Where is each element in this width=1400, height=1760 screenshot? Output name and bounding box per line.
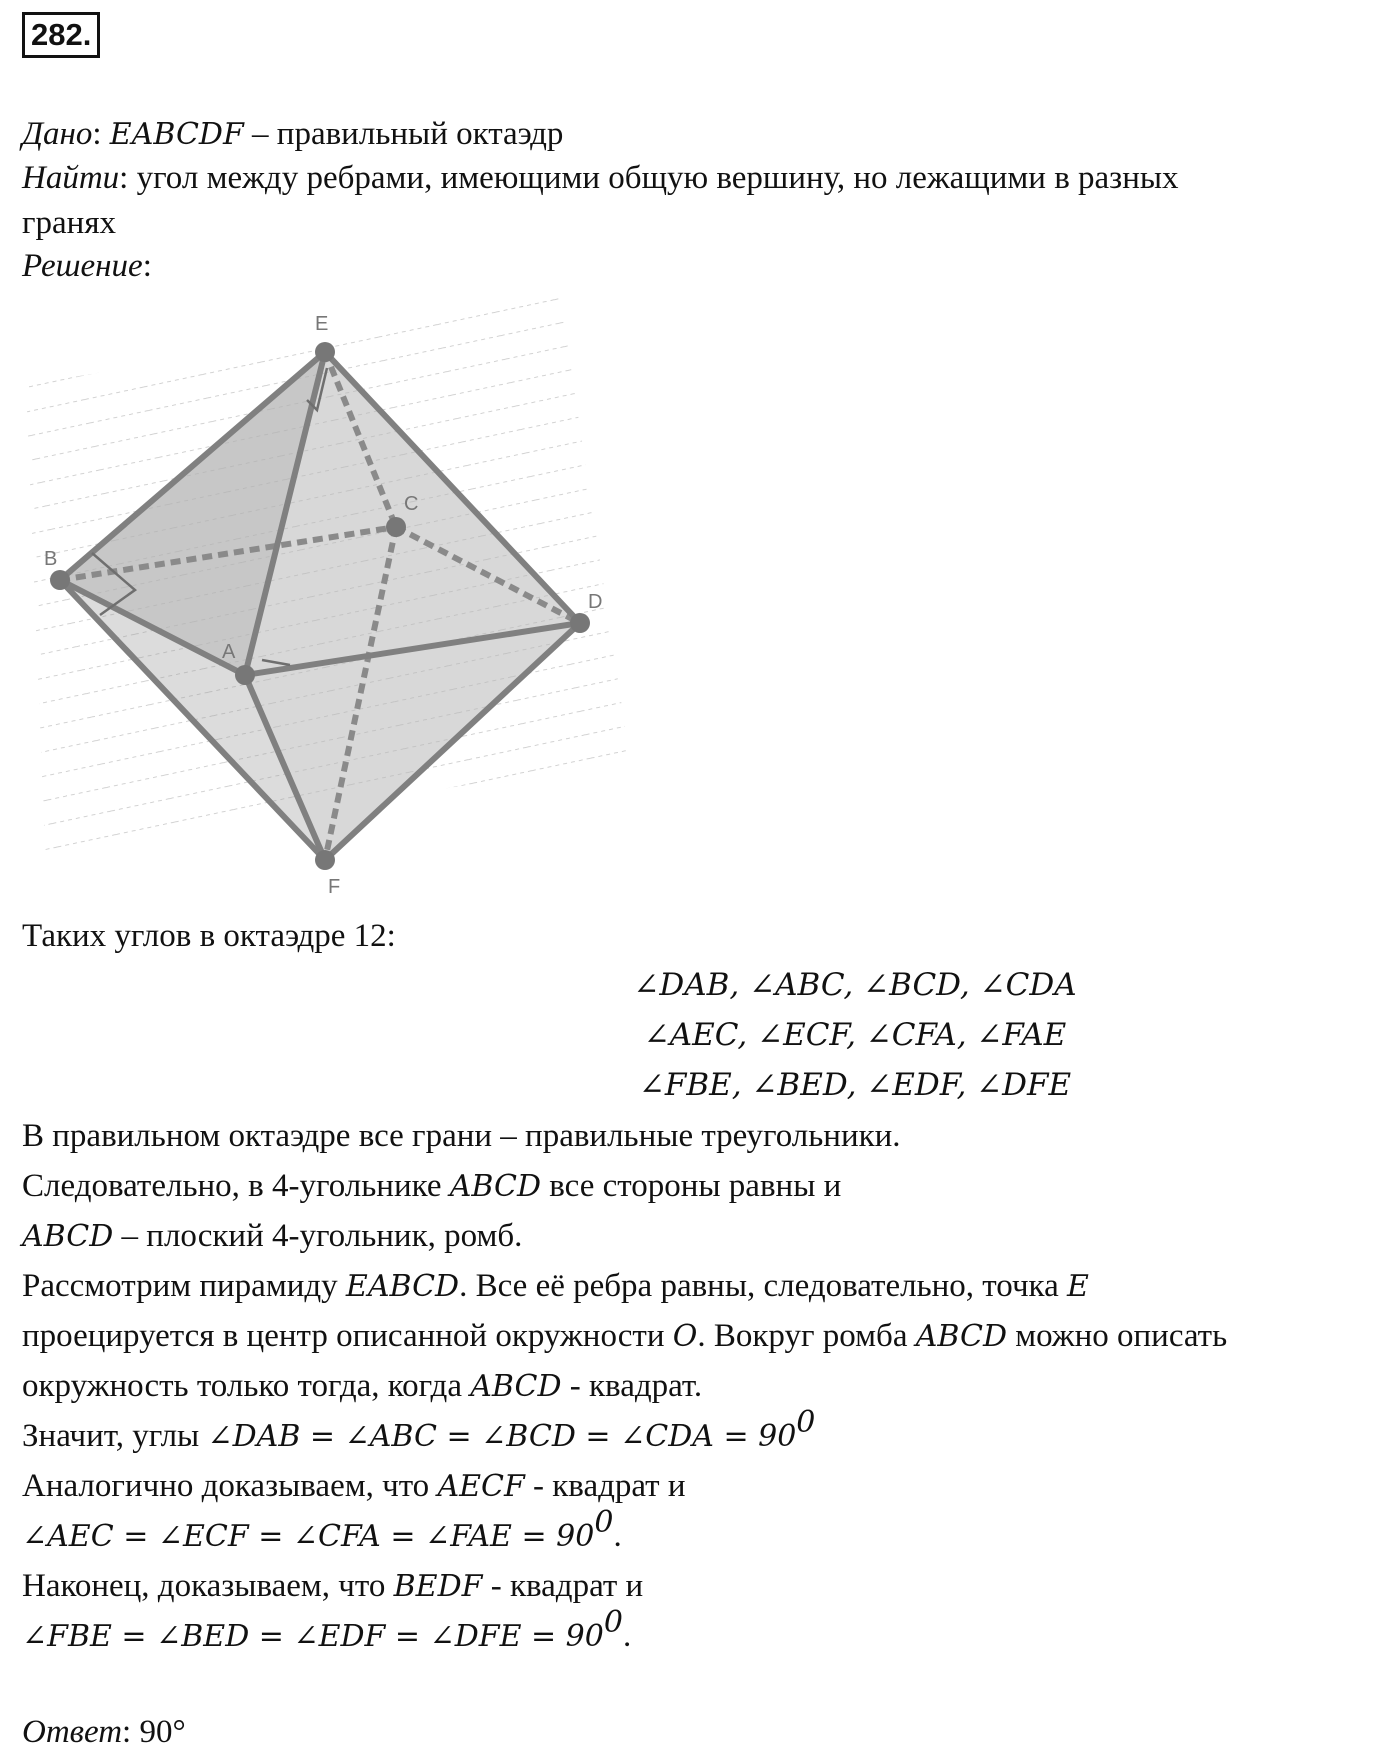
answer-label: Ответ: [22, 1714, 123, 1750]
body-line-8b: - квадрат и: [524, 1468, 686, 1504]
label-F: F: [328, 876, 341, 898]
label-A: A: [222, 641, 236, 663]
body-line-10: [22, 1566, 643, 1607]
body-line-4m1: EABCD: [345, 1269, 460, 1304]
given-colon: :: [92, 116, 110, 152]
body-line-11end: .: [622, 1618, 632, 1654]
vertex-E: [315, 342, 335, 362]
body-line-6a: окружность только тогда, когда: [22, 1368, 471, 1404]
body-line-5b: . Вокруг ромба: [697, 1318, 916, 1354]
body-line-8m: AECF: [437, 1469, 525, 1504]
body-line-9: [22, 1505, 622, 1557]
octahedron-figure: [0, 0, 640, 900]
label-B: B: [44, 548, 58, 570]
body-line-3m: ABCD: [22, 1219, 114, 1254]
body-line-7m: ∠DAB = ∠ABC = ∠BCD = ∠CDA = 90: [207, 1419, 797, 1454]
angle-line-1: [0, 965, 1400, 1005]
vertex-F: [315, 850, 335, 870]
angle-line-3: [0, 1065, 1400, 1105]
body-line-6m: ABCD: [470, 1369, 562, 1404]
label-D: D: [588, 591, 603, 613]
given-object: EABCDF: [109, 117, 244, 152]
find-colon: :: [119, 160, 137, 196]
body-line-7sup: 0: [796, 1405, 816, 1440]
solution-label: Решение: [22, 248, 143, 284]
find-label: Найти: [22, 160, 120, 196]
vertex-D: [570, 613, 590, 633]
body-line-2m: ABCD: [449, 1169, 541, 1204]
vertex-C: [386, 517, 406, 537]
body-line-11sup: 0: [603, 1605, 623, 1640]
solution-colon: :: [142, 248, 152, 284]
body-line-10b: - квадрат и: [482, 1568, 644, 1604]
body-line-2: [22, 1166, 841, 1207]
body-line-8: [22, 1466, 686, 1507]
body-line-10a: Наконец, доказываем, что: [22, 1568, 394, 1604]
body-line-5a: проецируется в центр описанной окружности: [22, 1318, 673, 1354]
body-line-4a: Рассмотрим пирамиду: [22, 1268, 346, 1304]
find-text-1: угол между ребрами, имеющими общую вершину, но лежащими в разных: [136, 160, 1179, 196]
body-line-2b: все стороны равны и: [541, 1168, 842, 1204]
body-line-1: В правильном октаэдре все грани – правильные треугольники.: [22, 1118, 901, 1154]
body-line-4: [22, 1266, 1089, 1307]
label-E: E: [315, 313, 329, 335]
vertex-A: [235, 665, 255, 685]
answer-line: [22, 1712, 186, 1752]
body-line-4m2: E: [1066, 1269, 1089, 1304]
body-line-8a: Аналогично доказываем, что: [22, 1468, 438, 1504]
find-text-2: гранях: [22, 205, 117, 241]
body-line-6b: - квадрат.: [561, 1368, 703, 1404]
body-line-9sup: 0: [594, 1505, 614, 1540]
angle-line-3-text: ∠FBE, ∠BED, ∠EDF, ∠DFE: [638, 1067, 1072, 1103]
body-line-11: [22, 1605, 632, 1657]
label-C: C: [404, 493, 419, 515]
body-line-2a: Следовательно, в 4-угольнике: [22, 1168, 450, 1204]
given-label: Дано: [22, 116, 93, 152]
body-line-3b: – плоский 4-угольник, ромб.: [113, 1218, 523, 1254]
body-line-4b: . Все её ребра равны, следовательно, точка: [459, 1268, 1067, 1304]
answer-colon: :: [122, 1714, 140, 1750]
body-line-10m: BEDF: [393, 1569, 483, 1604]
body-line-6: [22, 1366, 702, 1407]
body-line-5m1: O: [672, 1319, 698, 1354]
body-line-5m2: ABCD: [915, 1319, 1007, 1354]
body-line-9m: ∠AEC = ∠ECF = ∠CFA = ∠FAE = 90: [22, 1519, 595, 1554]
body-line-7a: Значит, углы: [22, 1418, 208, 1454]
body-line-5: [22, 1316, 1227, 1357]
body-line-3: [22, 1216, 522, 1257]
angle-line-1-text: ∠DAB, ∠ABC, ∠BCD, ∠CDA: [633, 967, 1077, 1003]
body-line-7: [22, 1405, 816, 1457]
angle-line-2-text: ∠AEC, ∠ECF, ∠CFA, ∠FAE: [643, 1017, 1067, 1053]
count-line: Таких углов в октаэдре 12:: [22, 918, 396, 954]
answer-value: 90°: [139, 1714, 186, 1750]
given-text: – правильный октаэдр: [243, 116, 564, 152]
body-line-11m: ∠FBE = ∠BED = ∠EDF = ∠DFE = 90: [22, 1619, 604, 1654]
angle-line-2: [0, 1015, 1400, 1055]
problem-number: 282.: [22, 12, 100, 58]
body-line-9end: .: [613, 1518, 622, 1554]
body-line-5c: можно описать: [1007, 1318, 1228, 1354]
vertex-B: [50, 570, 70, 590]
